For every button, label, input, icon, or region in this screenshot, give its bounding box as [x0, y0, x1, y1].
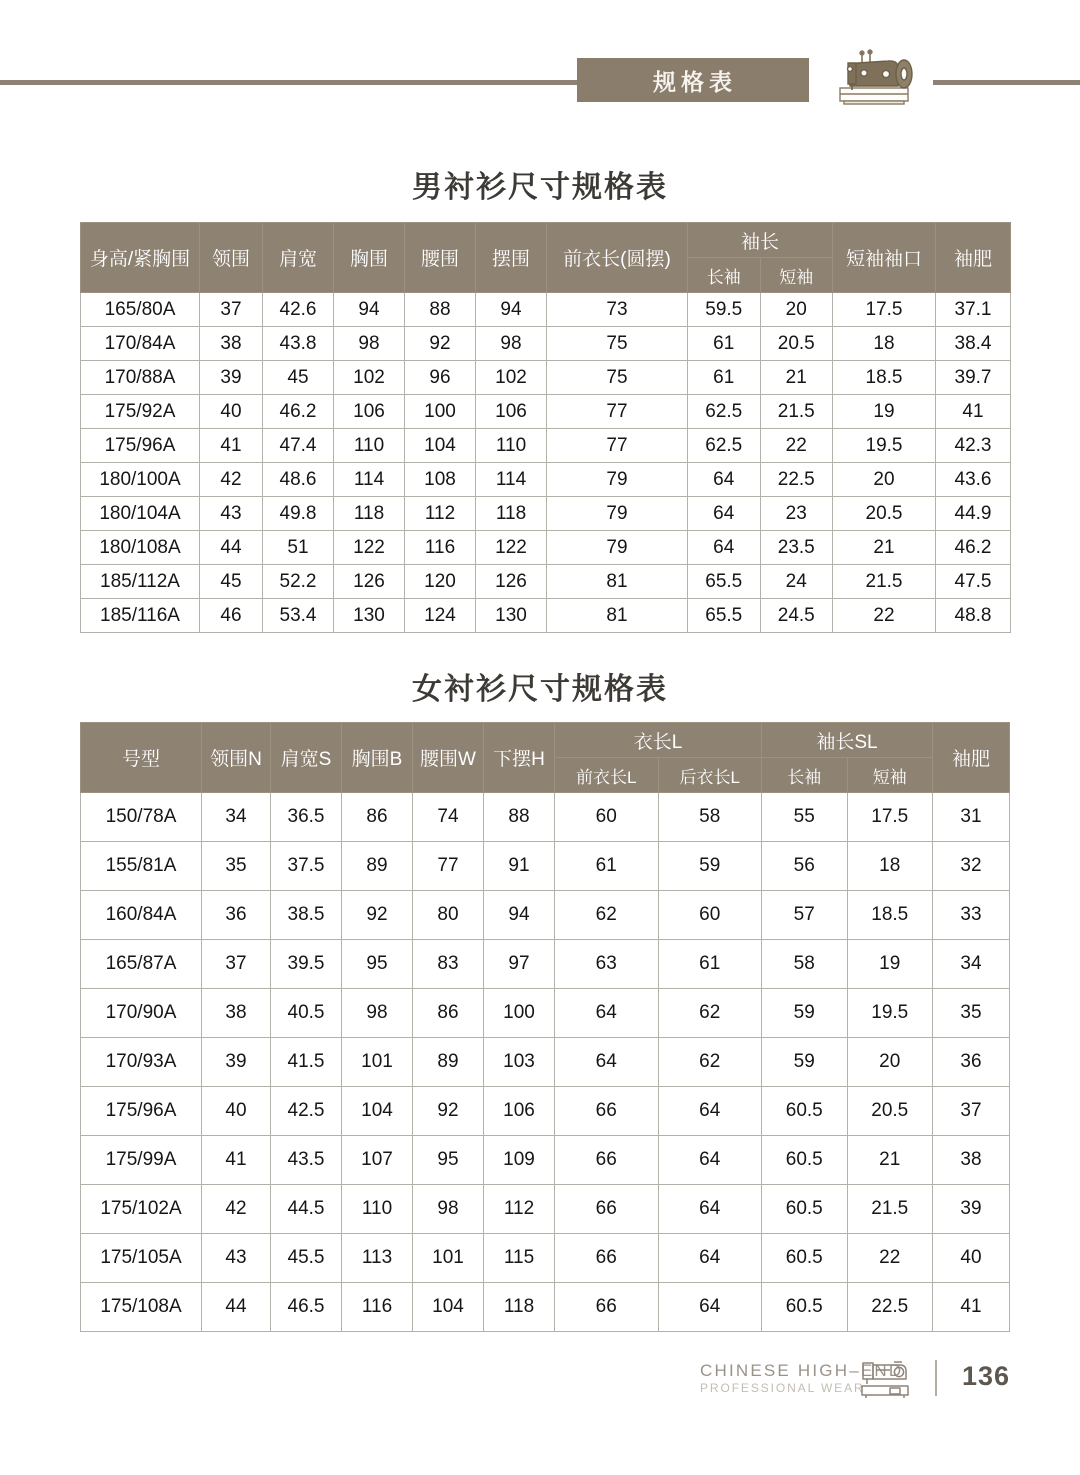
men-table-head — [81, 223, 1011, 293]
table-cell: 104 — [413, 1283, 484, 1332]
table-cell: 21.5 — [847, 1185, 933, 1234]
table-cell: 18 — [847, 842, 933, 891]
table-cell: 104 — [405, 429, 476, 463]
table-row — [81, 1087, 1010, 1136]
table-cell: 107 — [342, 1136, 413, 1185]
table-cell: 110 — [342, 1185, 413, 1234]
table-cell: 118 — [334, 497, 405, 531]
page-footer — [0, 1352, 1080, 1432]
table-cell: 38 — [202, 989, 271, 1038]
table-cell: 64 — [688, 463, 761, 497]
table-cell: 19 — [847, 940, 933, 989]
table-cell: 20.5 — [760, 327, 833, 361]
row-size-label: 180/100A — [81, 463, 200, 497]
table-cell: 44 — [200, 531, 263, 565]
row-size-label: 175/96A — [81, 429, 200, 463]
table-cell: 38 — [200, 327, 263, 361]
header-rule-right — [933, 80, 1080, 85]
table-row — [81, 793, 1010, 842]
table-cell: 116 — [342, 1283, 413, 1332]
table-cell: 118 — [484, 1283, 555, 1332]
table-row — [81, 1038, 1010, 1087]
table-cell: 80 — [413, 891, 484, 940]
col-header-shoulder-s: 肩宽S — [271, 723, 342, 793]
table-cell: 60 — [555, 793, 659, 842]
table-cell: 37 — [202, 940, 271, 989]
table-cell: 61 — [658, 940, 762, 989]
table-cell: 60.5 — [762, 1234, 848, 1283]
table-cell: 98 — [413, 1185, 484, 1234]
table-cell: 56 — [762, 842, 848, 891]
table-row — [81, 429, 1011, 463]
table-cell: 42.5 — [271, 1087, 342, 1136]
table-cell: 44 — [202, 1283, 271, 1332]
table-cell: 22.5 — [760, 463, 833, 497]
table-row — [81, 1136, 1010, 1185]
table-cell: 43.5 — [271, 1136, 342, 1185]
women-table-head — [81, 723, 1010, 793]
table-cell: 59 — [762, 1038, 848, 1087]
col-header-waist: 腰围 — [405, 223, 476, 293]
table-row — [81, 395, 1011, 429]
table-cell: 130 — [476, 599, 547, 633]
men-shirt-spec-table — [80, 222, 1011, 633]
table-cell: 57 — [762, 891, 848, 940]
table-cell: 61 — [688, 327, 761, 361]
row-size-label: 170/88A — [81, 361, 200, 395]
table-cell: 18.5 — [847, 891, 933, 940]
table-cell: 37 — [200, 293, 263, 327]
table-cell: 39 — [202, 1038, 271, 1087]
table-cell: 120 — [405, 565, 476, 599]
table-cell: 110 — [334, 429, 405, 463]
table-cell: 62 — [658, 989, 762, 1038]
table-cell: 75 — [547, 361, 688, 395]
table-row — [81, 293, 1011, 327]
brand-name-primary: CHINESE HIGH–END — [700, 1361, 904, 1380]
table-cell: 37.5 — [271, 842, 342, 891]
table-row — [81, 361, 1011, 395]
table-cell: 65.5 — [688, 599, 761, 633]
table-row — [81, 463, 1011, 497]
col-header-front-length: 前衣长(圆摆) — [547, 223, 688, 293]
col-header-waist-w: 腰围W — [413, 723, 484, 793]
table-cell: 112 — [405, 497, 476, 531]
page-header — [0, 0, 1080, 130]
table-cell: 20.5 — [833, 497, 936, 531]
table-cell: 17.5 — [833, 293, 936, 327]
col-header-group-sleeve-length-sl: 袖长SL — [762, 723, 933, 758]
table-cell: 64 — [658, 1185, 762, 1234]
table-cell: 65.5 — [688, 565, 761, 599]
col-header-long-sleeve: 长袖 — [688, 258, 761, 293]
table-cell: 39.7 — [936, 361, 1011, 395]
table-cell: 60.5 — [762, 1283, 848, 1332]
table-cell: 98 — [334, 327, 405, 361]
table-cell: 42 — [200, 463, 263, 497]
header-rule-left — [0, 80, 580, 85]
row-size-label: 150/78A — [81, 793, 202, 842]
table-cell: 64 — [658, 1283, 762, 1332]
table-row — [81, 531, 1011, 565]
table-cell: 41 — [936, 395, 1011, 429]
table-cell: 64 — [555, 989, 659, 1038]
table-cell: 60 — [658, 891, 762, 940]
table-cell: 39 — [200, 361, 263, 395]
table-cell: 66 — [555, 1234, 659, 1283]
table-cell: 58 — [658, 793, 762, 842]
table-cell: 126 — [476, 565, 547, 599]
row-size-label: 160/84A — [81, 891, 202, 940]
col-header-chest-b: 胸围B — [342, 723, 413, 793]
table-cell: 35 — [933, 989, 1010, 1038]
table-cell: 21.5 — [760, 395, 833, 429]
table-cell: 46.2 — [936, 531, 1011, 565]
table-cell: 66 — [555, 1136, 659, 1185]
table-cell: 79 — [547, 497, 688, 531]
table-cell: 98 — [476, 327, 547, 361]
footer-divider — [935, 1360, 937, 1396]
header-banner — [577, 58, 809, 102]
table-cell: 113 — [342, 1234, 413, 1283]
col-header-sleeve-width: 袖肥 — [936, 223, 1011, 293]
table-row — [81, 1185, 1010, 1234]
header-banner-label: 规格表 — [653, 68, 737, 96]
table-cell: 94 — [484, 891, 555, 940]
table-cell: 35 — [202, 842, 271, 891]
table-cell: 38.5 — [271, 891, 342, 940]
row-size-label: 175/92A — [81, 395, 200, 429]
table-cell: 20 — [760, 293, 833, 327]
table-cell: 42.3 — [936, 429, 1011, 463]
brand-name-secondary: PROFESSIONAL WEAR — [700, 1381, 865, 1396]
table-cell: 55 — [762, 793, 848, 842]
col-header-short-sleeve-cuff: 短袖袖口 — [833, 223, 936, 293]
table-cell: 102 — [476, 361, 547, 395]
table-cell: 38.4 — [936, 327, 1011, 361]
table-cell: 18 — [833, 327, 936, 361]
table-cell: 114 — [334, 463, 405, 497]
table-cell: 59 — [658, 842, 762, 891]
men-shirt-title: 男衬衫尺寸规格表 — [412, 170, 668, 205]
table-cell: 92 — [405, 327, 476, 361]
table-cell: 40.5 — [271, 989, 342, 1038]
table-cell: 22 — [847, 1234, 933, 1283]
sewing-machine-icon — [828, 36, 924, 110]
col-header-short-sleeve-w: 短袖 — [847, 758, 933, 793]
table-cell: 34 — [933, 940, 1010, 989]
table-cell: 77 — [413, 842, 484, 891]
table-cell: 94 — [334, 293, 405, 327]
table-cell: 108 — [405, 463, 476, 497]
table-cell: 31 — [933, 793, 1010, 842]
col-header-shoulder: 肩宽 — [263, 223, 334, 293]
table-cell: 32 — [933, 842, 1010, 891]
table-cell: 86 — [413, 989, 484, 1038]
table-row — [81, 599, 1011, 633]
table-cell: 44.9 — [936, 497, 1011, 531]
table-cell: 115 — [484, 1234, 555, 1283]
table-cell: 36 — [202, 891, 271, 940]
women-shirt-title: 女衬衫尺寸规格表 — [412, 672, 668, 707]
col-header-long-sleeve-w: 长袖 — [762, 758, 848, 793]
table-row — [81, 565, 1011, 599]
table-cell: 112 — [484, 1185, 555, 1234]
women-table-body — [81, 793, 1010, 1332]
table-cell: 19.5 — [847, 989, 933, 1038]
table-cell: 36 — [933, 1038, 1010, 1087]
table-cell: 77 — [547, 395, 688, 429]
table-cell: 60.5 — [762, 1136, 848, 1185]
table-cell: 79 — [547, 463, 688, 497]
table-cell: 102 — [334, 361, 405, 395]
table-cell: 62 — [658, 1038, 762, 1087]
table-cell: 22 — [760, 429, 833, 463]
table-cell: 47.5 — [936, 565, 1011, 599]
table-cell: 89 — [342, 842, 413, 891]
table-cell: 64 — [688, 531, 761, 565]
table-cell: 41.5 — [271, 1038, 342, 1087]
table-cell: 22 — [833, 599, 936, 633]
table-cell: 23.5 — [760, 531, 833, 565]
table-cell: 106 — [484, 1087, 555, 1136]
table-cell: 59 — [762, 989, 848, 1038]
table-cell: 34 — [202, 793, 271, 842]
table-cell: 59.5 — [688, 293, 761, 327]
table-cell: 64 — [688, 497, 761, 531]
table-cell: 22.5 — [847, 1283, 933, 1332]
table-cell: 109 — [484, 1136, 555, 1185]
table-cell: 91 — [484, 842, 555, 891]
table-cell: 66 — [555, 1087, 659, 1136]
table-cell: 46 — [200, 599, 263, 633]
table-cell: 24 — [760, 565, 833, 599]
row-size-label: 185/116A — [81, 599, 200, 633]
table-cell: 62.5 — [688, 429, 761, 463]
table-cell: 40 — [933, 1234, 1010, 1283]
table-cell: 101 — [413, 1234, 484, 1283]
table-cell: 83 — [413, 940, 484, 989]
table-cell: 110 — [476, 429, 547, 463]
table-cell: 43.6 — [936, 463, 1011, 497]
row-size-label: 155/81A — [81, 842, 202, 891]
table-cell: 77 — [547, 429, 688, 463]
table-cell: 39 — [933, 1185, 1010, 1234]
table-row — [81, 940, 1010, 989]
table-cell: 61 — [555, 842, 659, 891]
table-cell: 75 — [547, 327, 688, 361]
row-size-label: 165/80A — [81, 293, 200, 327]
table-cell: 33 — [933, 891, 1010, 940]
table-cell: 20 — [847, 1038, 933, 1087]
col-header-short-sleeve: 短袖 — [760, 258, 833, 293]
table-cell: 62 — [555, 891, 659, 940]
table-cell: 37 — [933, 1087, 1010, 1136]
row-size-label: 170/90A — [81, 989, 202, 1038]
table-cell: 53.4 — [263, 599, 334, 633]
col-header-chest: 胸围 — [334, 223, 405, 293]
table-cell: 36.5 — [271, 793, 342, 842]
table-cell: 43 — [200, 497, 263, 531]
table-cell: 95 — [413, 1136, 484, 1185]
table-cell: 66 — [555, 1185, 659, 1234]
table-cell: 41 — [933, 1283, 1010, 1332]
table-cell: 130 — [334, 599, 405, 633]
table-cell: 101 — [342, 1038, 413, 1087]
table-cell: 21.5 — [833, 565, 936, 599]
table-cell: 96 — [405, 361, 476, 395]
table-cell: 43 — [202, 1234, 271, 1283]
table-cell: 49.8 — [263, 497, 334, 531]
col-header-size-code: 号型 — [81, 723, 202, 793]
row-size-label: 175/96A — [81, 1087, 202, 1136]
table-cell: 21 — [760, 361, 833, 395]
row-size-label: 180/104A — [81, 497, 200, 531]
table-cell: 64 — [658, 1087, 762, 1136]
table-cell: 88 — [484, 793, 555, 842]
table-cell: 21 — [833, 531, 936, 565]
col-header-sleeve-width-w: 袖肥 — [933, 723, 1010, 793]
row-size-label: 180/108A — [81, 531, 200, 565]
table-cell: 63 — [555, 940, 659, 989]
table-cell: 94 — [476, 293, 547, 327]
table-cell: 64 — [658, 1136, 762, 1185]
table-cell: 24.5 — [760, 599, 833, 633]
men-header-row-primary — [81, 223, 1011, 258]
table-cell: 122 — [334, 531, 405, 565]
table-cell: 92 — [413, 1087, 484, 1136]
col-header-hem: 摆围 — [476, 223, 547, 293]
table-cell: 45 — [263, 361, 334, 395]
table-cell: 20.5 — [847, 1087, 933, 1136]
table-cell: 66 — [555, 1283, 659, 1332]
table-cell: 40 — [202, 1087, 271, 1136]
table-cell: 114 — [476, 463, 547, 497]
table-cell: 17.5 — [847, 793, 933, 842]
table-cell: 74 — [413, 793, 484, 842]
table-cell: 46.5 — [271, 1283, 342, 1332]
table-cell: 116 — [405, 531, 476, 565]
table-cell: 60.5 — [762, 1087, 848, 1136]
row-size-label: 175/99A — [81, 1136, 202, 1185]
table-cell: 41 — [200, 429, 263, 463]
table-cell: 81 — [547, 599, 688, 633]
table-cell: 23 — [760, 497, 833, 531]
table-cell: 88 — [405, 293, 476, 327]
table-cell: 47.4 — [263, 429, 334, 463]
table-cell: 19.5 — [833, 429, 936, 463]
col-header-neck-n: 领围N — [202, 723, 271, 793]
table-cell: 100 — [405, 395, 476, 429]
table-cell: 106 — [334, 395, 405, 429]
table-row — [81, 327, 1011, 361]
col-header-neck: 领围 — [200, 223, 263, 293]
table-cell: 86 — [342, 793, 413, 842]
table-cell: 41 — [202, 1136, 271, 1185]
women-header-row-primary — [81, 723, 1010, 758]
col-header-back-body-length: 后衣长L — [658, 758, 762, 793]
table-cell: 39.5 — [271, 940, 342, 989]
table-cell: 48.6 — [263, 463, 334, 497]
table-cell: 40 — [200, 395, 263, 429]
table-cell: 97 — [484, 940, 555, 989]
women-shirt-spec-table — [80, 722, 1010, 1332]
table-row — [81, 1234, 1010, 1283]
table-cell: 61 — [688, 361, 761, 395]
row-size-label: 175/102A — [81, 1185, 202, 1234]
row-size-label: 170/93A — [81, 1038, 202, 1087]
table-cell: 43.8 — [263, 327, 334, 361]
col-header-front-body-length: 前衣长L — [555, 758, 659, 793]
table-cell: 98 — [342, 989, 413, 1038]
table-cell: 38 — [933, 1136, 1010, 1185]
table-cell: 64 — [658, 1234, 762, 1283]
table-cell: 73 — [547, 293, 688, 327]
col-header-hem-h: 下摆H — [484, 723, 555, 793]
table-cell: 58 — [762, 940, 848, 989]
table-cell: 124 — [405, 599, 476, 633]
row-size-label: 165/87A — [81, 940, 202, 989]
table-cell: 92 — [342, 891, 413, 940]
table-cell: 45.5 — [271, 1234, 342, 1283]
row-size-label: 170/84A — [81, 327, 200, 361]
table-cell: 106 — [476, 395, 547, 429]
table-row — [81, 842, 1010, 891]
table-cell: 20 — [833, 463, 936, 497]
table-cell: 48.8 — [936, 599, 1011, 633]
table-cell: 79 — [547, 531, 688, 565]
table-cell: 118 — [476, 497, 547, 531]
table-cell: 21 — [847, 1136, 933, 1185]
table-cell: 100 — [484, 989, 555, 1038]
table-row — [81, 891, 1010, 940]
men-table-body — [81, 293, 1011, 633]
table-cell: 19 — [833, 395, 936, 429]
table-cell: 44.5 — [271, 1185, 342, 1234]
table-cell: 18.5 — [833, 361, 936, 395]
table-cell: 62.5 — [688, 395, 761, 429]
table-row — [81, 1283, 1010, 1332]
table-cell: 122 — [476, 531, 547, 565]
table-cell: 60.5 — [762, 1185, 848, 1234]
table-row — [81, 497, 1011, 531]
page-number: 136 — [962, 1361, 1011, 1391]
table-cell: 81 — [547, 565, 688, 599]
col-header-height-chest: 身高/紧胸围 — [81, 223, 200, 293]
table-cell: 45 — [200, 565, 263, 599]
table-row — [81, 989, 1010, 1038]
col-header-group-sleeve-length: 袖长 — [688, 223, 833, 258]
table-cell: 64 — [555, 1038, 659, 1087]
row-size-label: 175/108A — [81, 1283, 202, 1332]
table-cell: 104 — [342, 1087, 413, 1136]
table-cell: 42 — [202, 1185, 271, 1234]
col-header-group-body-length: 衣长L — [555, 723, 762, 758]
table-cell: 52.2 — [263, 565, 334, 599]
table-cell: 89 — [413, 1038, 484, 1087]
table-cell: 103 — [484, 1038, 555, 1087]
table-cell: 42.6 — [263, 293, 334, 327]
table-cell: 37.1 — [936, 293, 1011, 327]
table-cell: 51 — [263, 531, 334, 565]
footer-sewing-machine-icon — [860, 1359, 914, 1401]
table-cell: 126 — [334, 565, 405, 599]
table-cell: 46.2 — [263, 395, 334, 429]
row-size-label: 175/105A — [81, 1234, 202, 1283]
row-size-label: 185/112A — [81, 565, 200, 599]
table-cell: 95 — [342, 940, 413, 989]
